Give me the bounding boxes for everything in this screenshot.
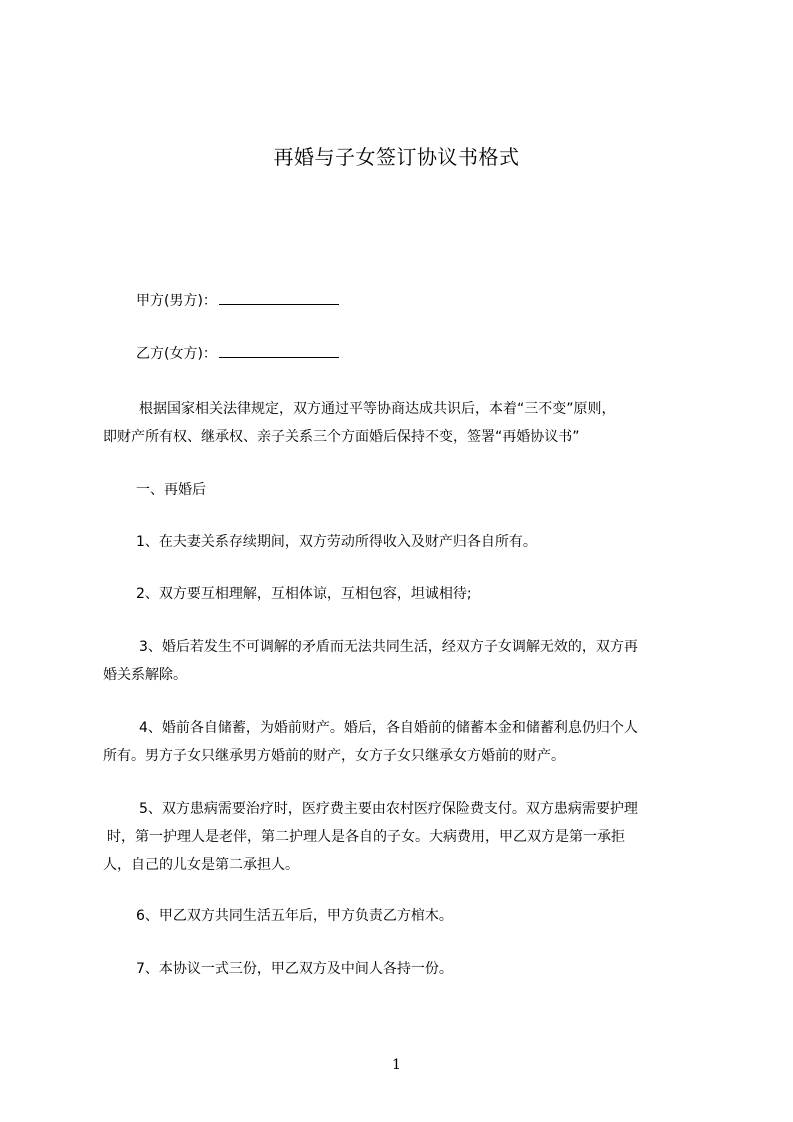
party-a-line xyxy=(136,290,339,311)
document-title: 再婚与子女签订协议书格式 xyxy=(273,145,520,169)
clause-3-line-1: 3、婚后若发生不可调解的矛盾而无法共同生活，经双方子女调解无效的，双方再 xyxy=(139,639,638,655)
clause-5-line-1: 5、双方患病需要治疗时，医疗费主要由农村医疗保险费支付。双方患病需要护理 xyxy=(139,801,638,817)
clause-4-line-2: 所有。男方子女只继承男方婚前的财产，女方子女只继承女方婚前的财产。 xyxy=(103,748,565,764)
clause-7: 7、本协议一式三份，甲乙双方及中间人各持一份。 xyxy=(136,961,453,977)
clause-2: 2、双方要互相理解，互相体谅，互相包容，坦诚相待; xyxy=(136,586,472,602)
clause-6: 6、甲乙双方共同生活五年后，甲方负责乙方棺木。 xyxy=(136,908,453,924)
party-b-blank xyxy=(219,343,339,358)
clause-3-line-2: 婚关系解除。 xyxy=(103,667,187,683)
intro-line-1: 根据国家相关法律规定，双方通过平等协商达成共识后，本着“三不变”原则， xyxy=(139,401,616,417)
party-a-label: 甲方(男方)： xyxy=(136,293,217,309)
party-b-label: 乙方(女方)： xyxy=(136,346,217,362)
clause-5-line-3: 人，自己的儿女是第二承担人。 xyxy=(103,857,299,873)
party-a-blank xyxy=(219,290,339,305)
clause-1: 1、在夫妻关系存续期间，双方劳动所得收入及财产归各自所有。 xyxy=(136,534,537,550)
clause-5-line-2: 时，第一护理人是老伴，第二护理人是各自的子女。大病费用，甲乙双方是第一承拒 xyxy=(107,829,625,845)
party-b-line xyxy=(136,343,339,364)
intro-line-2: 即财产所有权、继承权、亲子关系三个方面婚后保持不变，签署“再婚协议书” xyxy=(103,429,580,445)
section-1-heading: 一、再婚后 xyxy=(136,482,206,498)
clause-4-line-1: 4、婚前各自储蓄，为婚前财产。婚后，各自婚前的储蓄本金和储蓄利息仍归个人 xyxy=(139,720,638,736)
page-number: 1 xyxy=(392,1057,401,1073)
